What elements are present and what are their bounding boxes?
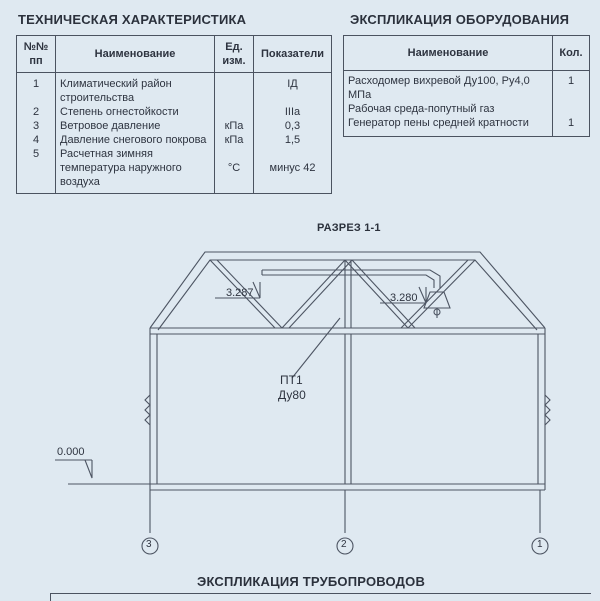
axis-label: 3	[146, 539, 152, 550]
row-number: 2	[17, 105, 56, 119]
section-title: РАЗРЕЗ 1-1	[317, 222, 381, 234]
tech-col-value: Показатели	[254, 36, 332, 73]
axis-label: 2	[341, 539, 347, 550]
row-qty: 1	[553, 71, 590, 103]
row-number: 3	[17, 119, 56, 133]
row-unit: кПа	[215, 133, 254, 147]
row-name: Расчетная зимняя температура наружного воздуха	[56, 147, 215, 194]
row-name: Расходомер вихревой Ду100, Ру4,0 МПа	[344, 71, 553, 103]
row-number: 4	[17, 133, 56, 147]
row-value: IIIa	[254, 105, 332, 119]
row-value: минус 42	[254, 147, 332, 194]
level-mark-right: 3.280	[390, 292, 418, 304]
row-unit: °С	[215, 147, 254, 194]
level-mark-zero: 0.000	[57, 446, 85, 458]
row-unit: кПа	[215, 119, 254, 133]
equip-col-name: Наименование	[344, 36, 553, 71]
row-number: 5	[17, 147, 56, 194]
row-number: 1	[17, 73, 56, 106]
pipe-dn-label: Ду80	[278, 388, 306, 402]
row-value: 0,3	[254, 119, 332, 133]
equip-col-qty: Кол.	[553, 36, 590, 71]
row-name: Давление снегового покрова	[56, 133, 215, 147]
tech-col-num: №№ пп	[17, 36, 56, 73]
equip-title: ЭКСПЛИКАЦИЯ ОБОРУДОВАНИЯ	[350, 12, 570, 27]
level-mark-left: 3.287	[226, 287, 254, 299]
row-value: 1,5	[254, 133, 332, 147]
row-name: Рабочая среда-попутный газ	[344, 102, 553, 116]
row-name: Степень огнестойкости	[56, 105, 215, 119]
pipe-id-label: ПТ1	[280, 373, 303, 387]
tech-title: ТЕХНИЧЕСКАЯ ХАРАКТЕРИСТИКА	[18, 12, 247, 27]
row-name: Ветровое давление	[56, 119, 215, 133]
row-name: Климатический район строительства	[56, 73, 215, 106]
row-value: IД	[254, 73, 332, 106]
pipes-title: ЭКСПЛИКАЦИЯ ТРУБОПРОВОДОВ	[197, 574, 426, 589]
row-qty: 1	[553, 116, 590, 137]
tech-col-name: Наименование	[56, 36, 215, 73]
row-name: Генератор пены средней кратности	[344, 116, 553, 137]
axis-label: 1	[537, 539, 543, 550]
tech-col-unit: Ед. изм.	[215, 36, 254, 73]
